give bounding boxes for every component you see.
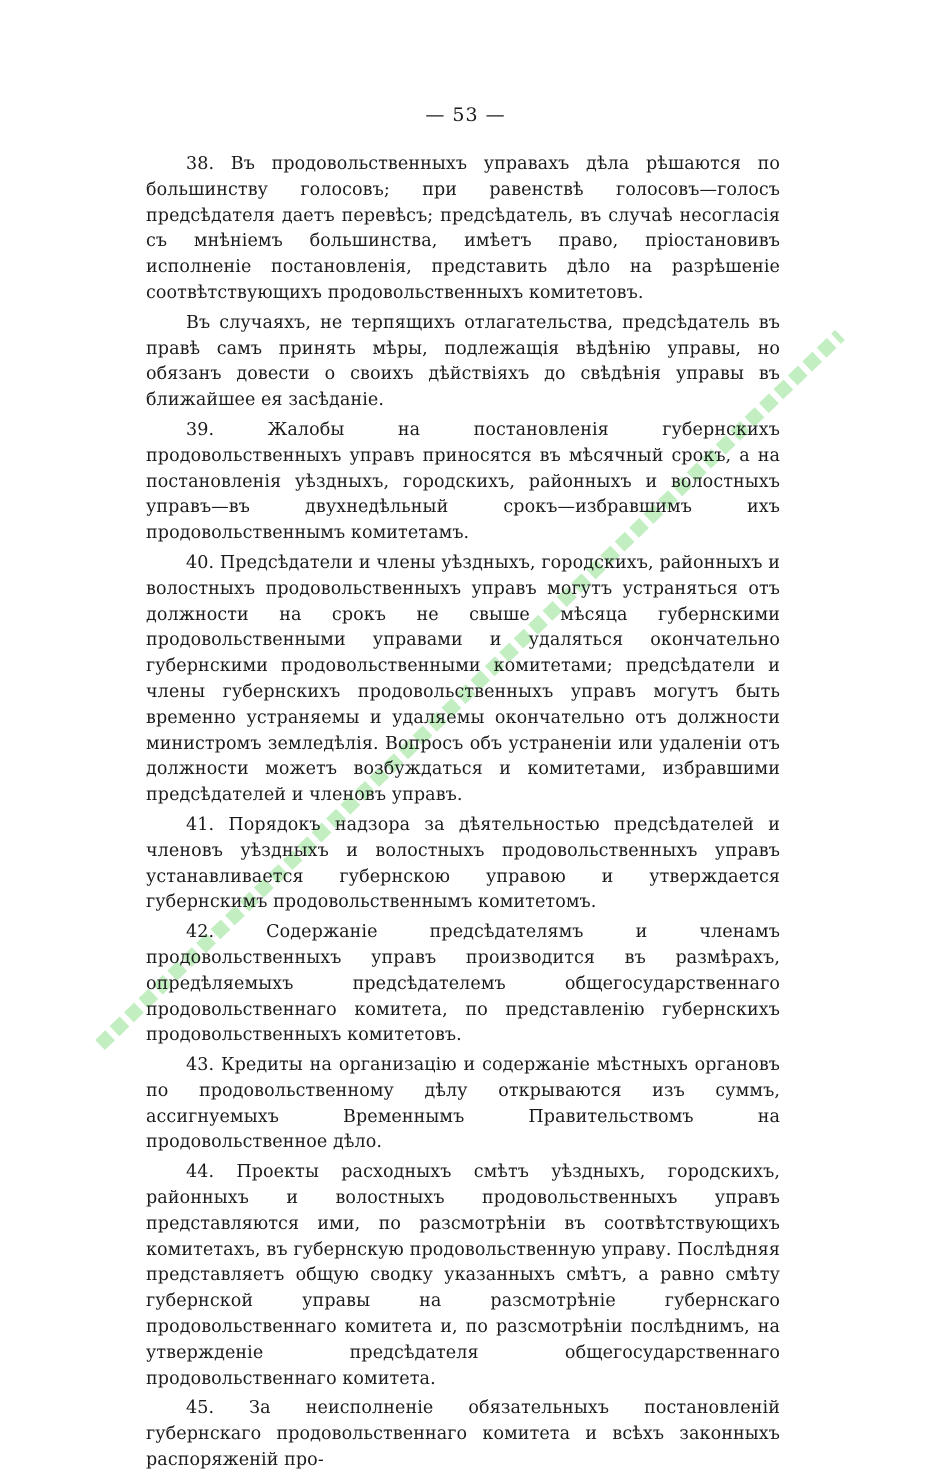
paragraph-38: 38. Въ продовольственныхъ управахъ дѣла рѣшаются по большинству голосовъ; при равенствѣ голосовъ—голосъ предсѣдателя даетъ перевѣсъ; предсѣдатель, въ случаѣ несогласія съ мнѣніемъ большинства, имѣетъ право, пріостановивъ исполненіе постановленія, представить дѣло на разрѣшеніе соотвѣтствующихъ продовольственныхъ комитетовъ. (146, 154, 780, 303)
paragraph-39: 39. Жалобы на постановленія губернскихъ продовольственныхъ управъ приносятся въ мѣсячный срокъ, а на постановленія уѣздныхъ, городскихъ, районныхъ и волостныхъ управъ—въ двухнедѣльный срокъ—избравшимъ ихъ продовольственнымъ комитетамъ. (146, 419, 780, 544)
paragraph-38-continued: Въ случаяхъ, не терпящихъ отлагательства, предсѣдатель въ правѣ самъ принять мѣры, подлежащія вѣдѣнію управы, но обязанъ довести о своихъ дѣйствіяхъ до свѣдѣнія управы въ ближайшее ея засѣданіе. (146, 312, 780, 411)
paragraph-43: 43. Кредиты на организацію и содержаніе мѣстныхъ органовъ по продовольственному дѣлу открываются изъ суммъ, ассигнуемыхъ Временнымъ Правительствомъ на продовольственное дѣло. (146, 1055, 780, 1153)
document-body (146, 152, 780, 1478)
paragraph-45: 45. За неисполненіе обязательныхъ постановленій губернскаго продовольственнаго комитета и всѣхъ законныхъ распоряженій про- (146, 1398, 780, 1471)
paragraph-42: 42. Содержаніе предсѣдателямъ и членамъ продовольственныхъ управъ производится въ размѣрахъ, опредѣляемыхъ предсѣдателемъ общегосударственнаго продовольственнаго комитета, по представленію губернскихъ продовольственныхъ комитетовъ. (146, 922, 780, 1046)
page-number: — 53 — (425, 104, 506, 126)
paragraph-44: 44. Проекты расходныхъ смѣтъ уѣздныхъ, городскихъ, районныхъ и волостныхъ продовольственныхъ управъ представляются ими, по разсмотрѣніи въ соотвѣтствующихъ комитетахъ, въ губернскую продовольственную управу. Послѣдняя представляетъ общую сводку указанныхъ смѣтъ, а равно смѣту губернской управы на разсмотрѣніе губернскаго продовольственнаго комитета и, по разсмотрѣніи послѣднимъ, на утвержденіе предсѣдателя общегосударственнаго продовольственнаго комитета. (146, 1162, 780, 1389)
paragraph-40: 40. Предсѣдатели и члены уѣздныхъ, городскихъ, районныхъ и волостныхъ продовольственныхъ управъ могутъ устраняться отъ должности на срокъ не свыше мѣсяца губернскими продовольственными управами и удаляться окончательно губернскими продовольственными комитетами; предсѣдатели и члены губернскихъ продовольственныхъ управъ могутъ быть временно устраняемы и удаляемы окончательно отъ должности министромъ земледѣлія. Вопросъ объ устраненіи или удаленіи отъ должности можетъ возбуждаться и комитетами, избравшими предсѣдателей и членовъ управъ. (146, 552, 780, 806)
paragraph-41: 41. Порядокъ надзора за дѣятельностью предсѣдателей и членовъ уѣздныхъ и волостныхъ продовольственныхъ управъ устанавливается губернскою управою и утверждается губернскимъ продовольственнымъ комитетомъ. (146, 814, 780, 913)
